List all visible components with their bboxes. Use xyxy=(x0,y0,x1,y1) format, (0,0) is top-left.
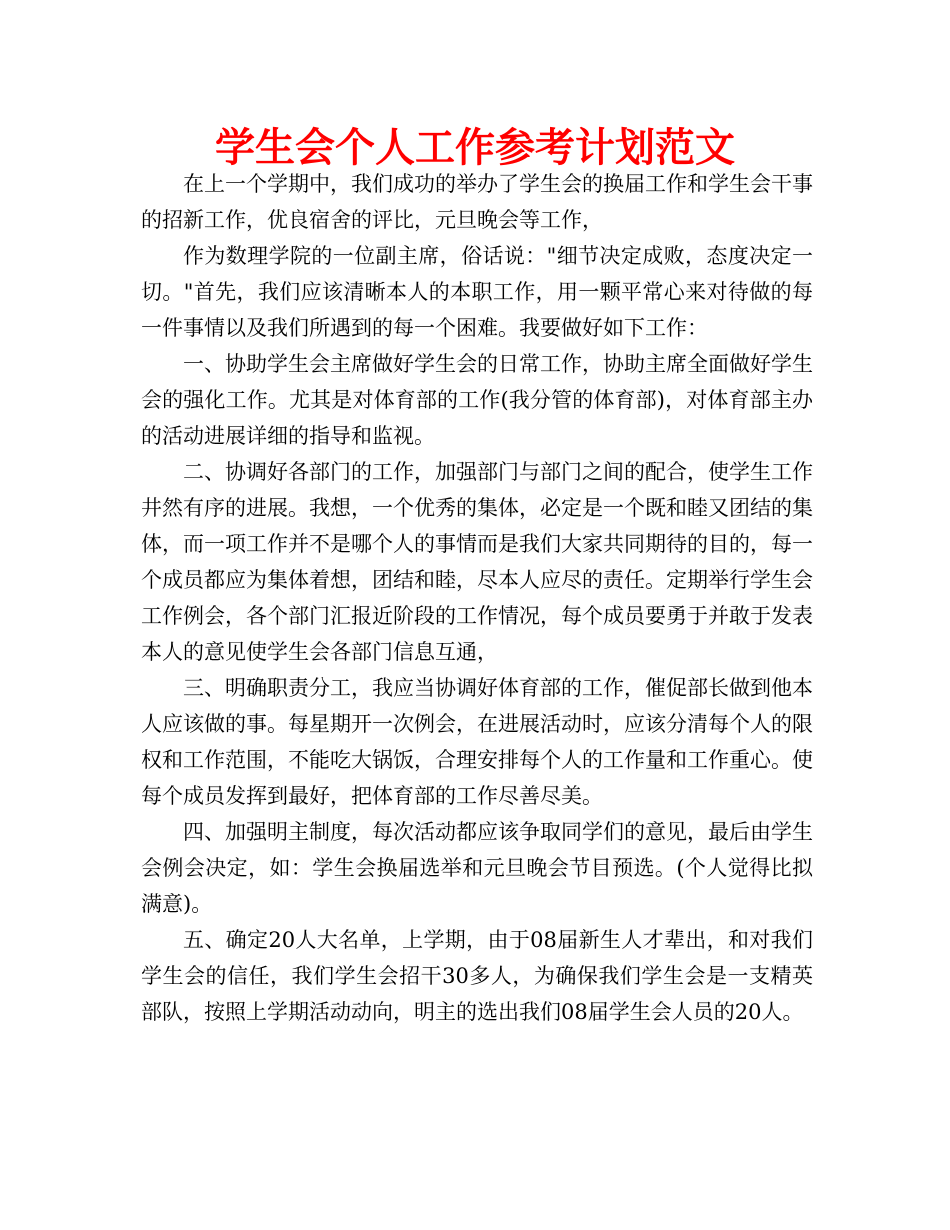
document-title: 学生会个人工作参考计划范文 xyxy=(215,125,735,171)
paragraph-item-1: 一、协助学生会主席做好学生会的日常工作，协助主席全面做好学生会的强化工作。尤其是对体育部的工作(我分管的体育部)，对体育部主办的活动进展详细的指导和监视。 xyxy=(141,352,813,448)
paragraph-item-3: 三、明确职责分工，我应当协调好体育部的工作，催促部长做到他本人应该做的事。每星期开一次例会，在进展活动时，应该分清每个人的限权和工作范围，不能吃大锅饭，合理安排每个人的工作量和工作重心。使每个成员发挥到最好，把体育部的工作尽善尽美。 xyxy=(141,676,813,808)
paragraph-item-5: 五、确定20人大名单，上学期，由于08届新生人才辈出，和对我们学生会的信任，我们学生会招干30多人，为确保我们学生会是一支精英部队，按照上学期活动动向，明主的选出我们08届学生会人员的20人。 xyxy=(141,928,813,1024)
document-body xyxy=(141,166,813,1030)
paragraph-item-4: 四、加强明主制度，每次活动都应该争取同学们的意见，最后由学生会例会决定，如：学生会换届选举和元旦晚会节目预选。(个人觉得比拟满意)。 xyxy=(141,820,813,916)
paragraph-motto: 作为数理学院的一位副主席，俗话说："细节决定成败，态度决定一切。"首先，我们应该清晰本人的本职工作，用一颗平常心来对待做的每一件事情以及我们所遇到的每一个困难。我要做好如下工作： xyxy=(141,244,813,340)
paragraph-intro: 在上一个学期中，我们成功的举办了学生会的换届工作和学生会干事的招新工作，优良宿舍的评比，元旦晚会等工作， xyxy=(141,172,813,232)
paragraph-item-2: 二、协调好各部门的工作，加强部门与部门之间的配合，使学生工作井然有序的进展。我想，一个优秀的集体，必定是一个既和睦又团结的集体，而一项工作并不是哪个人的事情而是我们大家共同期待的目的，每一个成员都应为集体着想，团结和睦，尽本人应尽的责任。定期举行学生会工作例会，各个部门汇报近阶段的工作情况，每个成员要勇于并敢于发表本人的意见使学生会各部门信息互通， xyxy=(141,460,813,664)
